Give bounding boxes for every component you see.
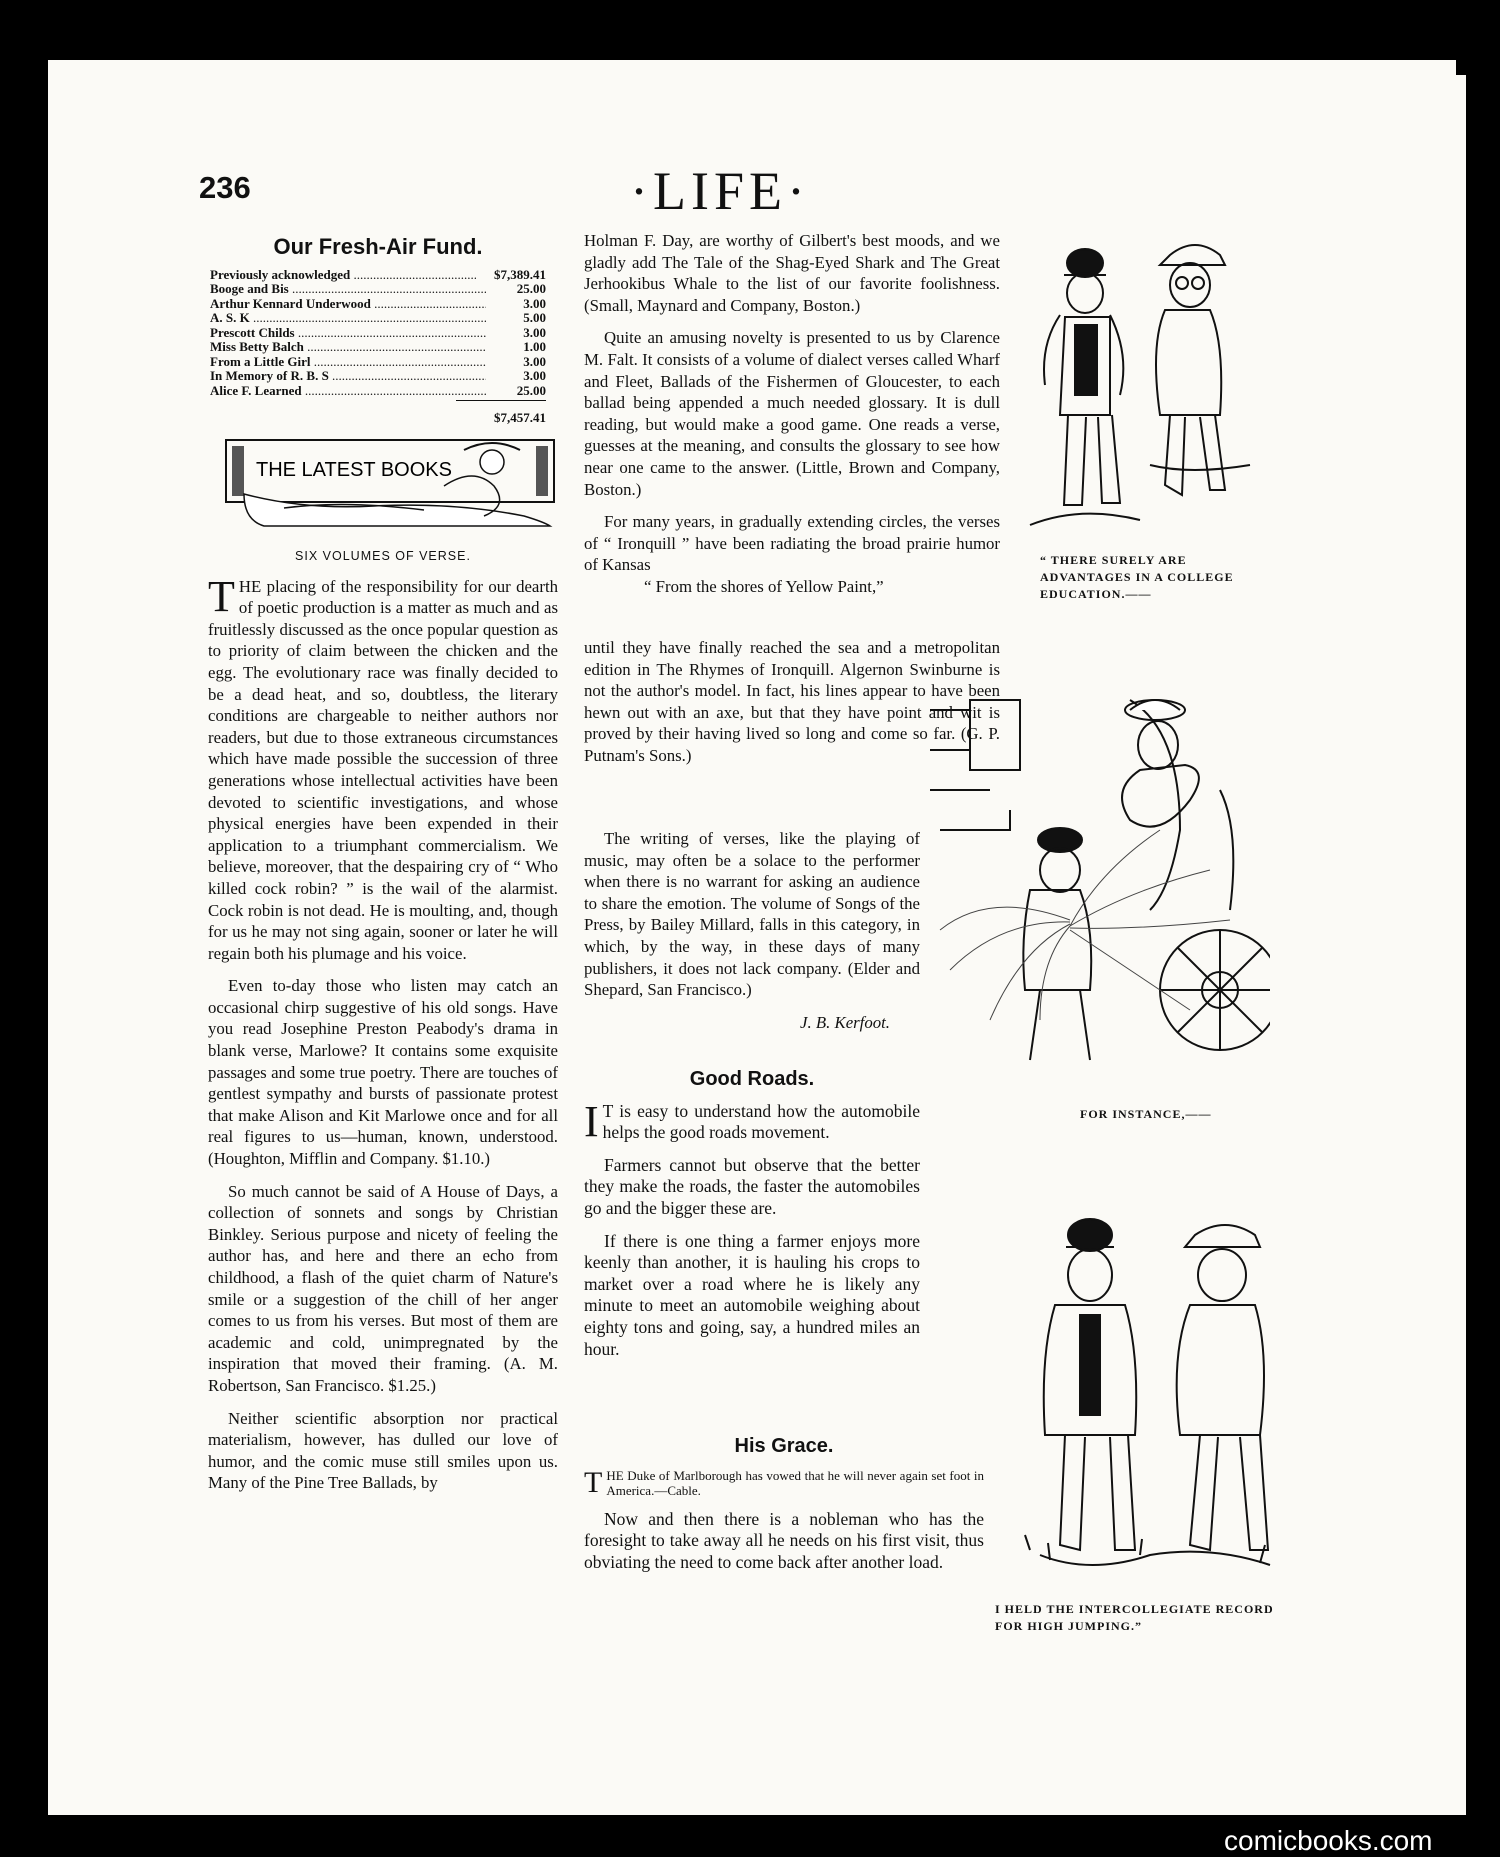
books-column-2 xyxy=(584,230,1000,598)
dropcap: T xyxy=(208,571,235,621)
good-roads-title: Good Roads. xyxy=(689,1068,815,1090)
roads-paragraph: If there is one thing a farmer enjoys more keenly than another, it is hauling his crops to market over a road where he is likely any minute to meet an automobile weighing about eighty tons and going, say, a hundred miles an hour. xyxy=(584,1230,920,1359)
dropcap: T xyxy=(584,1465,603,1499)
fund-total: $7,457.41 xyxy=(456,400,546,426)
grace-quote: THE Duke of Marlborough has vowed that he will never again set foot in America.—Cable. xyxy=(584,1465,984,1499)
ledger-row: Booge and Bis ..... 25.00 xyxy=(210,282,546,297)
banner-text: THE LATEST BOOKS xyxy=(256,459,452,481)
books-paragraph: THE placing of the responsibility for our dearth of poetic production is a matter as much and as fruitlessly discussed as the once popular question as to priority of claim between the chicken and the egg. The evolutionary race was finally decided to be a dead heat, and so, doubtless, the literary conditions are chargeable to neither authors nor readers, but due to those extraneous circumstances which have made possible the succession of three generations whose intellectual activities have been devoted to scientific investigations, and whose physical energies have been expended in their application to a triumphant commercialism. We believe, moreover, that the despairing cry of “ Who killed cock robin? ” is the wail of the alarmist. Cock robin is not dead. He is moulting, and, though for us he may not sing again, sooner or later he will regain both his plumage and his voice. xyxy=(208,571,558,963)
watermark-logo: comicbooks.com xyxy=(1224,1825,1433,1856)
ledger-row: Previously acknowledged ..... $7,389.41 xyxy=(210,268,546,283)
masthead-title: ·LIFE· xyxy=(630,161,810,221)
books-paragraph: Holman F. Day, are worthy of Gilbert's best moods, and we gladly add The Tale of the Shag-Eyed Shark and The Great Jerhookibus Whale to the list of our favorite foolishness. (Small, Maynard and Company, Boston.) xyxy=(584,231,1000,315)
grace-paragraph: Now and then there is a nobleman who has the foresight to take away all he needs on his first visit, thus obviating the need to come back after another load. xyxy=(584,1508,984,1572)
dropcap: I xyxy=(584,1096,599,1146)
his-grace-title: His Grace. xyxy=(734,1435,834,1457)
fund-title: Our Fresh-Air Fund. xyxy=(273,234,483,259)
ledger-row: In Memory of R. B. S ..... 3.00 xyxy=(210,369,546,384)
ledger-row: Alice F. Learned ..... 25.00 xyxy=(210,384,546,399)
cartoon-high-jump-spray xyxy=(930,690,1270,1075)
books-paragraph: Quite an amusing novelty is presented to us by Clarence M. Falt. It consists of a volume of dialect verses called Wharf and Fleet, Ballads of the Fishermen of Gloucester, to each ballad being appended a much needed glossary. It is dull reading, but would make a good game. One reads a verse, guesses at the meaning, and consults the glossary to see how near one came to the answer. (Little, Brown and Company, Boston.) xyxy=(584,328,1000,499)
books-paragraph: Neither scientific absorption nor practical materialism, however, has dulled our love of humor, and the comic muse still smiles upon us. Many of the Pine Tree Ballads, by xyxy=(208,1408,558,1493)
books-paragraph: So much cannot be said of A House of Days, a collection of sonnets and songs by Christian Binkley. Serious purpose and nicety of feeling the author has, and here and there an echo from childhood, a flash of the quiet charm of Nature's smile or a suggestion of the chill of her anger comes to us from his verses. But most of them are academic and cold, unimpregnated by the inspiration that moved their framing. (A. M. Robertson, San Francisco. $1.25.) xyxy=(208,1181,558,1395)
roads-paragraph: I T is easy to understand how the automobile helps the good roads movement. xyxy=(584,1096,920,1146)
ledger-row: A. S. K ..... 5.00 xyxy=(210,311,546,326)
next-page-edge xyxy=(1456,75,1466,1815)
books-column-2c xyxy=(584,828,920,1033)
books-paragraph: until they have finally reached the sea and a metropolitan edition in The Rhymes of Ironquill. Algernon Swinburne is not the author's model. In fact, his lines appear to have been hewn out with an axe, but that they have point and wit is proved by their having lived so long and come so far. (G. P. Putnam's Sons.) xyxy=(584,638,1000,765)
column-left xyxy=(210,232,546,426)
ledger-row: From a Little Girl ..... 3.00 xyxy=(210,355,546,370)
cartoon-two-men-puddle xyxy=(1010,1205,1280,1590)
signature: J. B. Kerfoot. xyxy=(800,1012,890,1032)
books-subtitle: SIX VOLUMES OF VERSE. xyxy=(295,549,471,563)
ledger-row: Prescott Childs ..... 3.00 xyxy=(210,326,546,341)
cartoon-two-men-talking xyxy=(1020,235,1270,535)
books-column-1 xyxy=(208,546,558,1505)
cartoon-caption-1: “ THERE SURELY ARE ADVANTAGES IN A COLLEGE EDUCATION.—— xyxy=(1040,553,1234,601)
ledger-row: Arthur Kennard Underwood ..... 3.00 xyxy=(210,297,546,312)
latest-books-banner xyxy=(224,436,556,528)
ledger-row: Miss Betty Balch ..... 1.00 xyxy=(210,340,546,355)
his-grace-article xyxy=(584,1432,984,1584)
good-roads-article xyxy=(584,1065,920,1371)
fund-ledger xyxy=(210,268,546,426)
page-number: 236 xyxy=(199,170,251,205)
books-paragraph: The writing of verses, like the playing of music, may often be a solace to the performer when there is no warrant for asking an audience to share the emotion. The volume of Songs of the Press, by Bailey Millard, falls in this category, in which, by the way, in these days of many publishers, it does not lack company. (Elder and Shepard, San Francisco.) xyxy=(584,829,920,1000)
books-quote: “ From the shores of Yellow Paint,” xyxy=(644,576,884,596)
roads-paragraph: Farmers cannot but observe that the better they make the roads, the faster the automobiles go and the bigger these are. xyxy=(584,1154,920,1218)
cartoon-caption-3: I HELD THE INTERCOLLEGIATE RECORD FOR HIGH JUMPING.” xyxy=(995,1602,1274,1633)
books-paragraph: For many years, in gradually extending circles, the verses of “ Ironquill ” have been radiating the broad prairie humor of Kansas xyxy=(584,512,1000,575)
cartoon-caption-2: FOR INSTANCE,—— xyxy=(1080,1107,1212,1121)
books-paragraph: Even to-day those who listen may catch an occasional chirp suggestive of his old songs. Have you read Josephine Preston Peabody's drama in blank verse, Marlowe? It contains some exquisite passages and some true poetry. There are touches of gentlest sympathy and bursts of passionate protest that make Alison and Kit Marlowe once and for all real figures to us—human, known, understood. (Houghton, Mifflin and Company. $1.10.) xyxy=(208,976,558,1169)
